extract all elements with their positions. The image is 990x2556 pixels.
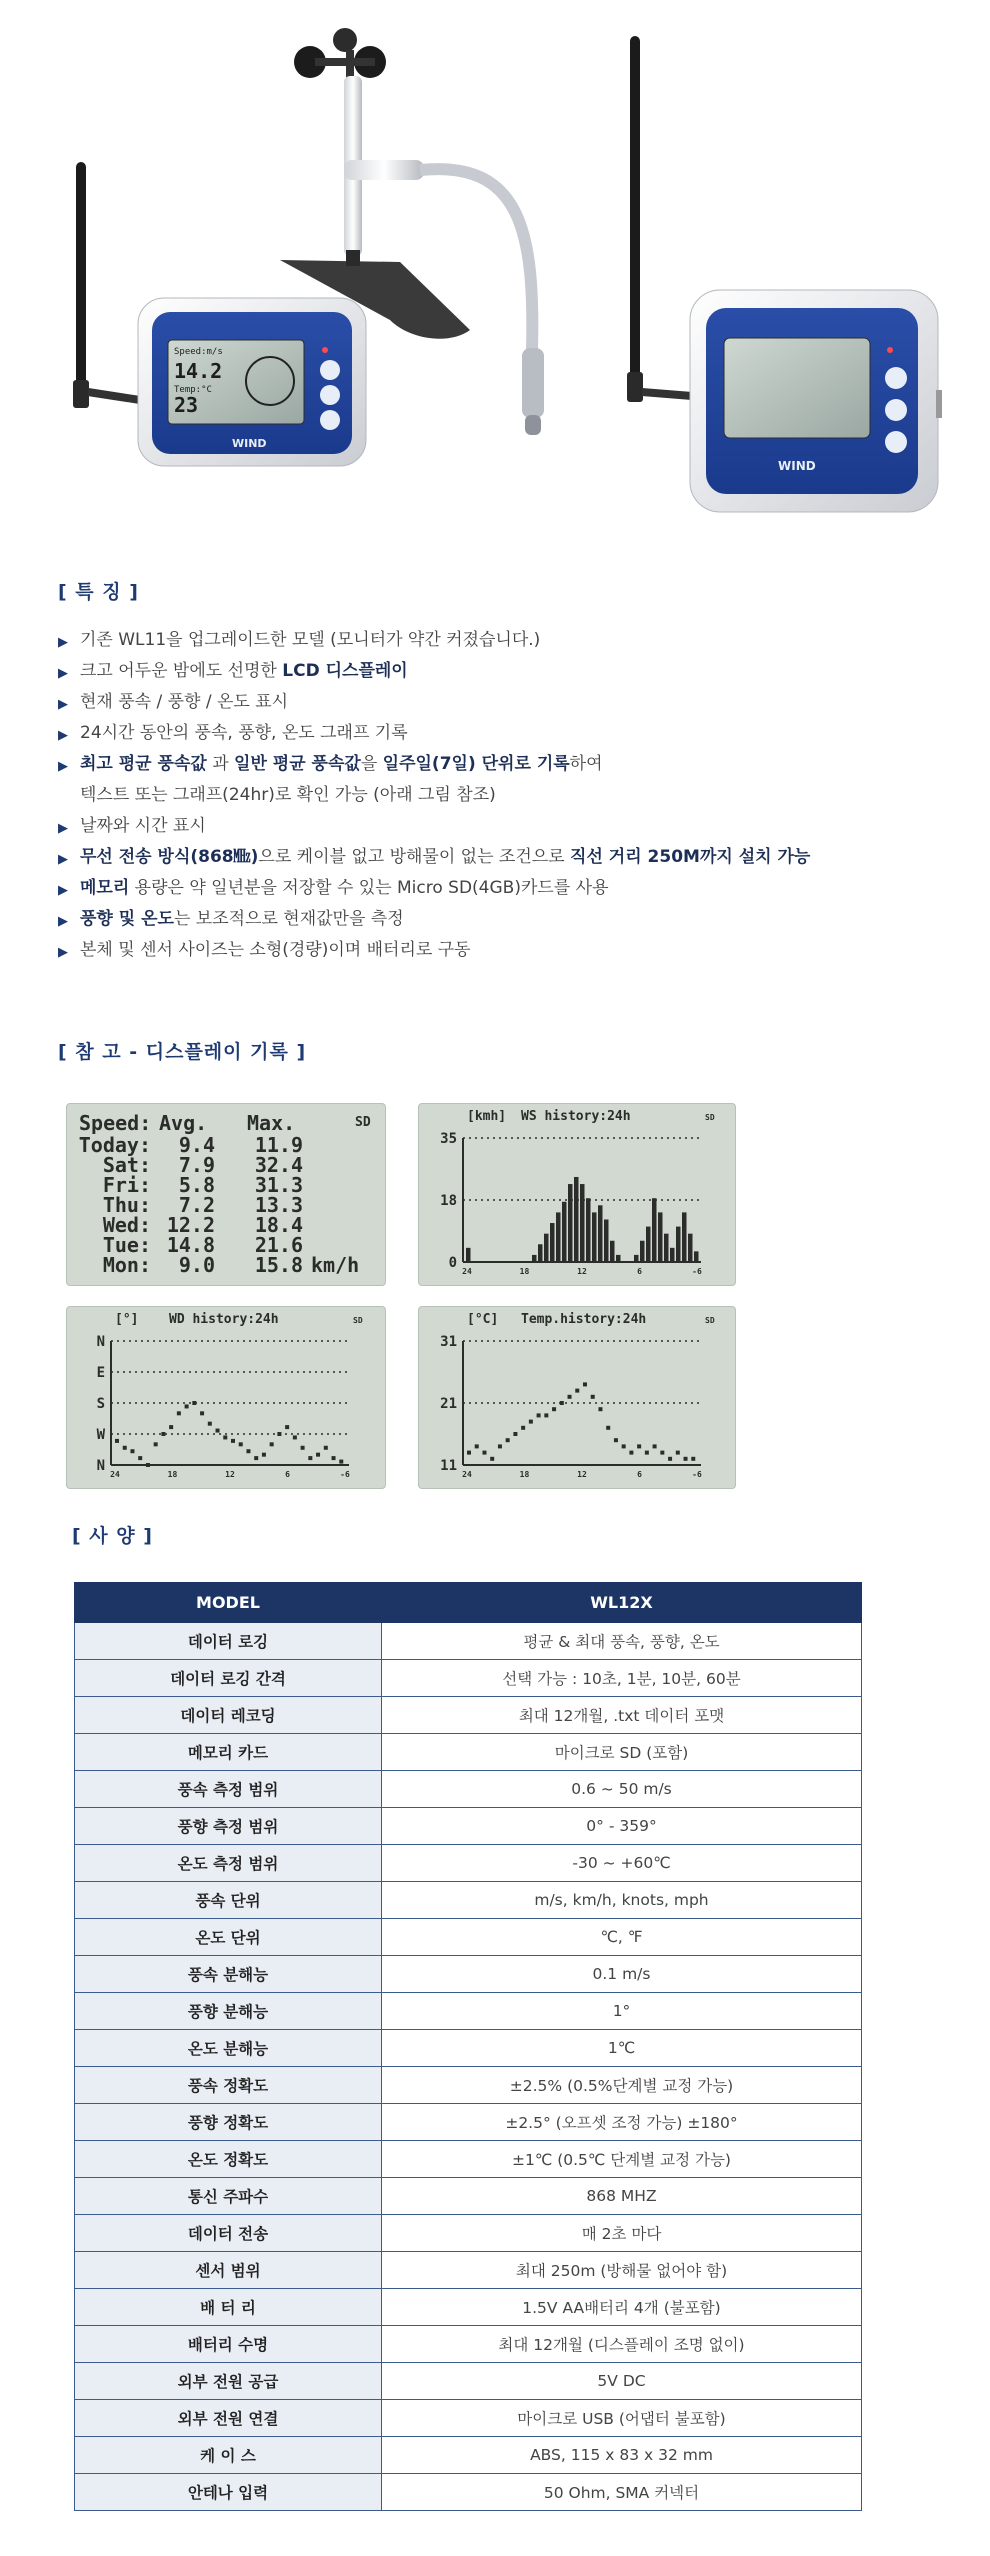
wd_chart-point [130,1449,134,1453]
ws-bar [604,1219,609,1262]
bullet-arrow-icon: ▶ [58,945,68,960]
features-title: [ 특 징 ] [58,581,139,603]
spec-value: 1° [382,1993,862,2030]
spec-row [75,2326,862,2363]
spec-value: 마이크로 SD (포함) [382,1734,862,1771]
spec-key: 배 터 리 [75,2289,382,2326]
feature-item [58,723,958,744]
feature-text: 크고 어두운 밤에도 선명한 [80,661,283,681]
spec-key: 데이터 레코딩 [75,1697,382,1734]
spec-row [75,2400,862,2437]
chart-sd: SD [353,1316,363,1325]
ws-bar [544,1234,549,1262]
ws-bar [580,1184,585,1262]
bullet-arrow-icon: ▶ [58,759,68,774]
chart-x-tick: 6 [637,1267,642,1276]
wd_chart-point [200,1411,204,1415]
wd_chart-point [254,1456,258,1460]
spec-row [75,1808,862,1845]
spec-value: 최대 12개월 (디스플레이 조명 없이) [382,2326,862,2363]
wd_chart-point [308,1456,312,1460]
ws-bar [562,1202,567,1262]
wd_chart-point [270,1442,274,1446]
spec-key: 데이터 전송 [75,2215,382,2252]
feature-emphasis: 무선 전송 방식(868㎒) [80,847,259,867]
spec-key: 배터리 수명 [75,2326,382,2363]
feature-item [58,940,958,961]
spec-key: 데이터 로깅 간격 [75,1660,382,1697]
feature-item [58,878,958,899]
ws-bar [670,1248,675,1262]
feature-text: 하여 [569,754,603,774]
speed-row-day: Sat: [102,1153,151,1177]
spec-key: 외부 전원 연결 [75,2400,382,2437]
spec-value: 평균 & 최대 풍속, 풍향, 온도 [382,1623,862,1660]
feature-text: 과 [206,754,235,774]
spec-value: m/s, km/h, knots, mph [382,1882,862,1919]
temp_chart-point [691,1457,695,1461]
brand-label-large: WIND [778,459,816,473]
spec-row [75,1845,862,1882]
ws-bar [574,1177,579,1262]
temp_chart-point [490,1457,494,1461]
spec-row [75,2215,862,2252]
spec-key: 온도 분해능 [75,2030,382,2067]
chart-title: Temp.history:24h [521,1312,647,1327]
spec-row [75,2437,862,2474]
wd_chart-point [123,1446,127,1450]
bullet-arrow-icon: ▶ [58,914,68,929]
feature-text: 24시간 동안의 풍속, 풍향, 온도 그래프 기록 [80,723,408,743]
wd_chart-point [146,1463,150,1467]
spec-row [75,1771,862,1808]
spec-row [75,2474,862,2511]
chart-unit: [°C] [467,1312,499,1327]
speed-header-label: Speed: [79,1111,152,1135]
spec-header-row [75,1583,862,1623]
chart-y-tick: 35 [440,1131,457,1147]
wd_chart-point [231,1439,235,1443]
wd_chart-point [262,1453,266,1457]
speed-row-max: 31.3 [254,1173,303,1197]
speed-row-day: Thu: [102,1193,151,1217]
chart-x-tick: -6 [340,1470,350,1479]
spec-value: 0° - 359° [382,1808,862,1845]
ws-bar [682,1212,687,1262]
lcd-temp-label: Temp:°C [174,385,212,395]
temp_chart-point [676,1451,680,1455]
spec-key: 풍향 분해능 [75,1993,382,2030]
ws-bar [664,1234,669,1262]
spec-key: 온도 단위 [75,1919,382,1956]
feature-item [58,692,958,713]
temp_chart-point [513,1432,517,1436]
feature-text: 현재 풍속 / 풍향 / 온도 표시 [80,692,289,712]
wd_chart-point [324,1446,328,1450]
lcd-wd-chart [66,1306,386,1489]
feature-item [58,816,958,837]
feature-continuation: 텍스트 또는 그래프(24hr)로 확인 가능 (아래 그림 참조) [80,785,496,805]
speed-header-sd: SD [355,1115,371,1130]
spec-key: 온도 정확도 [75,2141,382,2178]
chart-y-tick: 21 [440,1396,457,1412]
speed-header-avg: Avg. [159,1111,208,1135]
ws-bar [658,1212,663,1262]
chart-x-tick: -6 [692,1267,702,1276]
logger-large-icon [690,290,942,512]
speed-row-max: 15.8 [254,1253,303,1277]
feature-item [58,909,958,930]
bullet-arrow-icon: ▶ [58,852,68,867]
temp_chart-point [521,1426,525,1430]
temp_chart-point [591,1395,595,1399]
wd_chart-point [316,1453,320,1457]
spec-key: 케 이 스 [75,2437,382,2474]
chart-x-tick: 12 [577,1470,587,1479]
chart-y-tick: N [96,1334,105,1350]
wd_chart-point [246,1449,250,1453]
chart-unit: [°] [115,1312,139,1327]
wd_chart-point [192,1401,196,1405]
chart-x-tick: 18 [167,1470,178,1479]
speed-row-avg: 5.8 [178,1173,215,1197]
spec-key: 풍속 측정 범위 [75,1771,382,1808]
temp_chart-point [544,1413,548,1417]
spec-row [75,1734,862,1771]
spec-row [75,2252,862,2289]
speed-row-day: Tue: [102,1233,151,1257]
ws-bar [556,1212,561,1262]
wd_chart-point [332,1456,336,1460]
spec-key: 데이터 로깅 [75,1623,382,1660]
wd_chart-point [154,1442,158,1446]
chart-y-tick: 18 [440,1193,457,1209]
wd_chart-point [285,1425,289,1429]
brand-label-small: WIND [232,437,267,450]
speed-row-day: Wed: [102,1213,151,1237]
antenna-small-icon [73,162,140,408]
temp_chart-point [645,1451,649,1455]
chart-y-tick: S [96,1396,105,1412]
bullet-arrow-icon: ▶ [58,635,68,650]
feature-item [58,754,958,806]
chart-x-tick: 18 [519,1267,530,1276]
spec-row [75,2104,862,2141]
spec-value: 마이크로 USB (어댑터 불포함) [382,2400,862,2437]
spec-value: 50 Ohm, SMA 커넥터 [382,2474,862,2511]
feature-emphasis: 최고 평균 풍속값 [80,754,207,774]
spec-key: 풍속 단위 [75,1882,382,1919]
wd_chart-point [339,1460,343,1464]
feature-item [58,630,958,651]
lcd-speed-label: Speed:m/s [174,347,223,357]
feature-text: 을 [360,754,383,774]
speed-row-avg: 9.0 [178,1253,215,1277]
ws-bar [634,1255,639,1262]
spec-value: 매 2초 마다 [382,2215,862,2252]
speed-row-avg: 9.4 [178,1133,215,1157]
spec-key: 외부 전원 공급 [75,2363,382,2400]
ws-bar [532,1255,537,1262]
wd_chart-point [301,1446,305,1450]
lcd-ws-chart [418,1103,736,1286]
spec-header-model: MODEL [75,1583,382,1623]
temp_chart-point [606,1426,610,1430]
ws-bar [466,1248,471,1262]
feature-emphasis: 직선 거리 250M까지 설치 가능 [570,847,811,867]
ws-bar [646,1227,651,1262]
speed-rows [79,1133,359,1277]
temp_chart-point [684,1457,688,1461]
spec-row [75,1623,862,1660]
chart-x-tick: 18 [519,1470,530,1479]
bullet-arrow-icon: ▶ [58,697,68,712]
wd_chart-point [277,1432,281,1436]
temp_chart-point [637,1444,641,1448]
wd_chart-point [115,1439,119,1443]
spec-value: 5V DC [382,2363,862,2400]
ws-bar [652,1198,657,1262]
temp_chart-point [506,1438,510,1442]
temp_chart-point [552,1407,556,1411]
spec-key: 메모리 카드 [75,1734,382,1771]
speed-row-day: Mon: [102,1253,151,1277]
spec-key: 센서 범위 [75,2252,382,2289]
spec-value: 1℃ [382,2030,862,2067]
speed-row-max: 21.6 [254,1233,303,1257]
spec-row [75,1956,862,1993]
speed-row-day: Fri: [102,1173,151,1197]
chart-title: WD history:24h [169,1312,279,1327]
product-photos [0,0,990,540]
ws-bar [586,1198,591,1262]
spec-row [75,2067,862,2104]
spec-value: ABS, 115 x 83 x 32 mm [382,2437,862,2474]
ws-bar [598,1205,603,1262]
chart-x-tick: 6 [637,1470,642,1479]
spec-row [75,1697,862,1734]
lcd-temp-value: 23 [174,393,199,417]
chart-y-tick: N [96,1458,105,1474]
feature-text: 용량은 약 일년분을 저장할 수 있는 Micro SD(4GB)카드를 사용 [129,878,609,898]
feature-text: 본체 및 센서 사이즈는 소형(경량)이며 배터리로 구동 [80,940,471,960]
spec-row [75,1882,862,1919]
feature-text: 날짜와 시간 표시 [80,816,206,836]
temp_chart-point [622,1444,626,1448]
wd_chart-point [223,1435,227,1439]
wd_chart-point [138,1456,142,1460]
spec-value: -30 ~ +60℃ [382,1845,862,1882]
chart-title: WS history:24h [521,1109,631,1124]
bullet-arrow-icon: ▶ [58,728,68,743]
lcd-temp-chart [418,1306,736,1489]
chart-x-tick: 6 [285,1470,290,1479]
chart-y-tick: 31 [440,1334,457,1350]
ws-bar [550,1223,555,1262]
spec-value: 최대 12개월, .txt 데이터 포맷 [382,1697,862,1734]
wd_chart-point [208,1422,212,1426]
wd_chart-point [161,1432,165,1436]
specs-title: [ 사 양 ] [72,1525,153,1547]
spec-value: 868 MHZ [382,2178,862,2215]
spec-value: 1.5V AA배터리 4개 (불포함) [382,2289,862,2326]
lcd-speed-value: 14.2 [174,359,223,383]
ws-bar [568,1184,573,1262]
spec-value: 선택 가능 : 10초, 1분, 10분, 60분 [382,1660,862,1697]
lcd-speed-history [66,1103,386,1286]
temp_chart-point [660,1451,664,1455]
wd_chart-point [169,1425,173,1429]
spec-row [75,2030,862,2067]
speed-row-avg: 7.9 [178,1153,215,1177]
chart-x-tick: 12 [225,1470,235,1479]
chart-unit: [kmh] [467,1109,507,1124]
ws-bar [688,1234,693,1262]
wd_chart-point [293,1435,297,1439]
temp_chart-point [598,1407,602,1411]
spec-key: 풍향 측정 범위 [75,1808,382,1845]
speed-row-day: Today: [78,1133,151,1157]
ws-bar [640,1241,645,1262]
temp_chart-point [568,1395,572,1399]
ws-bar [592,1212,597,1262]
speed-row-max: 18.4 [254,1213,303,1237]
speed-row-max: 11.9 [254,1133,303,1157]
spec-key: 온도 측정 범위 [75,1845,382,1882]
chart-x-tick: 24 [110,1470,120,1479]
spec-header-value: WL12X [382,1583,862,1623]
spec-row [75,1993,862,2030]
chart-y-tick: E [96,1365,105,1381]
wd_chart-point [185,1404,189,1408]
temp_chart-point [653,1444,657,1448]
spec-key: 풍속 분해능 [75,1956,382,1993]
bullet-arrow-icon: ▶ [58,666,68,681]
spec-key: 통신 주파수 [75,2178,382,2215]
chart-x-tick: 12 [577,1267,587,1276]
spec-row [75,1660,862,1697]
feature-text: 으로 케이블 없고 방해물이 없는 조건으로 [258,847,571,867]
spec-value: ±1℃ (0.5℃ 단계별 교정 가능) [382,2141,862,2178]
temp_chart-point [614,1438,618,1442]
speed-row-unit: km/h [311,1253,360,1277]
bullet-arrow-icon: ▶ [58,821,68,836]
speed-header-max: Max. [247,1111,296,1135]
feature-emphasis: LCD 디스플레이 [282,661,408,681]
feature-text: 는 보조적으로 현재값만을 측정 [173,909,404,929]
spec-row [75,1919,862,1956]
wd_chart-point [177,1411,181,1415]
spec-value: 최대 250m (방해물 없어야 함) [382,2252,862,2289]
chart-sd: SD [705,1316,715,1325]
spec-row [75,2363,862,2400]
feature-emphasis: 일반 평균 풍속값 [234,754,361,774]
speed-row-max: 13.3 [254,1193,303,1217]
feature-item [58,661,958,682]
spec-value: ℃, ℉ [382,1919,862,1956]
spec-key: 풍향 정확도 [75,2104,382,2141]
wd_chart-point [239,1442,243,1446]
speed-row-avg: 12.2 [166,1213,215,1237]
chart-sd: SD [705,1113,715,1122]
spec-table [74,1582,862,2511]
wd_chart-point [216,1429,220,1433]
speed-row-max: 32.4 [254,1153,303,1177]
chart-y-tick: W [96,1427,105,1443]
bullet-arrow-icon: ▶ [58,883,68,898]
product-illustration [0,0,990,540]
spec-row [75,2141,862,2178]
temp_chart-point [560,1401,564,1405]
spec-value: 0.1 m/s [382,1956,862,1993]
temp_chart-point [537,1413,541,1417]
temp_chart-point [498,1444,502,1448]
temp_chart-point [575,1389,579,1393]
chart-x-tick: 24 [462,1470,472,1479]
spec-value: ±2.5% (0.5%단계별 교정 가능) [382,2067,862,2104]
speed-row-avg: 14.8 [166,1233,215,1257]
temp_chart-point [629,1451,633,1455]
reference-title: [ 참 고 - 디스플레이 기록 ] [58,1041,307,1063]
temp_chart-point [482,1451,486,1455]
ws-bar [694,1251,699,1262]
spec-value: 0.6 ~ 50 m/s [382,1771,862,1808]
feature-emphasis: 풍향 및 온도 [80,909,174,929]
temp_chart-point [529,1420,533,1424]
spec-key: 안테나 입력 [75,2474,382,2511]
spec-row [75,2289,862,2326]
feature-emphasis: 메모리 [80,878,130,898]
feature-emphasis: 일주일(7일) 단위로 기록 [382,754,570,774]
features-list [58,630,958,971]
ws-bar [538,1244,543,1262]
temp_chart-point [583,1382,587,1386]
speed-row-avg: 7.2 [178,1193,215,1217]
ws-bar [676,1227,681,1262]
temp_chart-point [668,1457,672,1461]
temp_chart-point [475,1444,479,1448]
spec-row [75,2178,862,2215]
spec-key: 풍속 정확도 [75,2067,382,2104]
chart-y-tick: 0 [448,1255,457,1271]
chart-y-tick: 11 [440,1458,457,1474]
ws-bar [610,1241,615,1262]
ws-bar [616,1255,621,1262]
chart-x-tick: 24 [462,1267,472,1276]
feature-item [58,847,958,868]
feature-text: 기존 WL11을 업그레이드한 모델 (모니터가 약간 커졌습니다.) [80,630,541,650]
chart-x-tick: -6 [692,1470,702,1479]
antenna-large-icon [627,36,692,402]
spec-value: ±2.5° (오프셋 조정 가능) ±180° [382,2104,862,2141]
temp_chart-point [467,1451,471,1455]
